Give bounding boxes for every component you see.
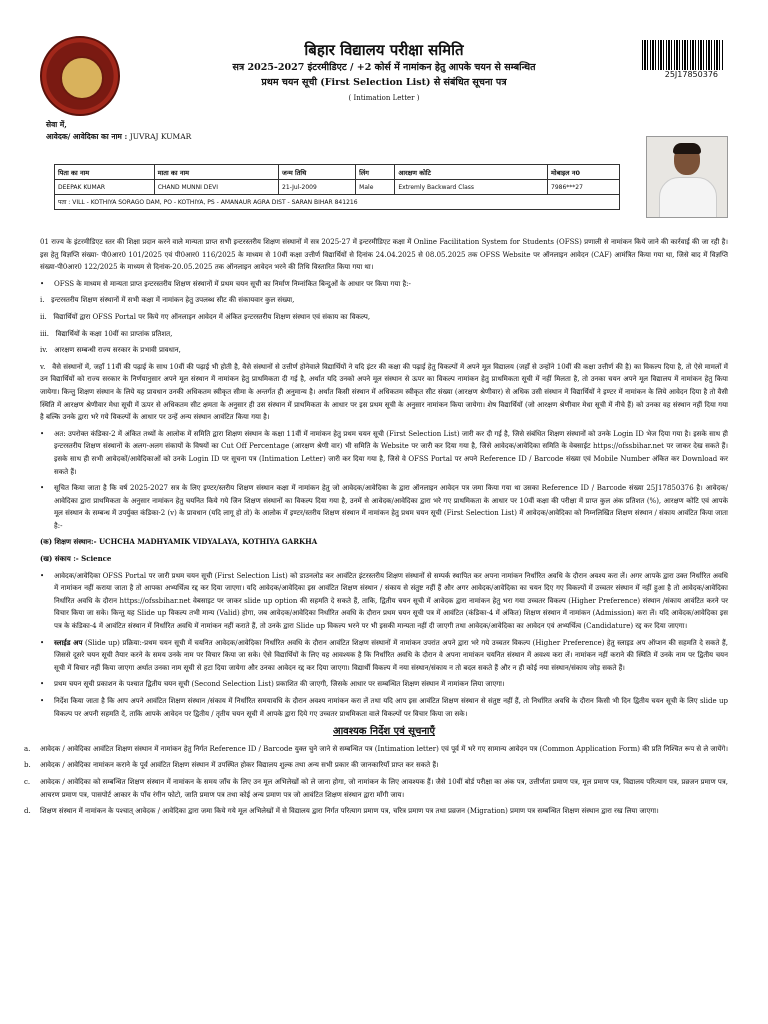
institute-value: UCHCHA MADHYAMIK VIDYALAYA, KOTHIYA GARKHA bbox=[98, 537, 318, 547]
list-item: ii. विद्यार्थियों द्वारा OFSS Portal पर किये गए ऑनलाइन आवेदन में अंकित इन्टरस्तरीय शिक्षण संस्थान एवं संकाय का विकल्प, bbox=[40, 312, 371, 321]
paragraph-1: 01 राज्य के इंटरमीडिएट स्तर की शिक्षा प्रदान करने वाले मान्यता प्राप्त सभी इन्टरस्तरीय शिक्षण संस्थानों में सत्र 2025-27 में इन्टरमीडिएट कक्षा में Online Facilitation System for Students (OFSS) प्रणाली से नामांकन किये जाने की कार्रवाई की जा रही है। इस हेतु विज्ञप्ति संख्या- पी0आर0 101/2025 एवं पी0आर0 116/2025 के माध्यम से 10वीं कक्षा उत्तीर्ण विद्यार्थियों से दिनांक 24.04.2025 से 08.05.2025 तक OFSS Website पर ऑनलाइन आवेदन (CAF) आमंत्रित किया गया था, जिसे बाद में विज्ञप्ति संख्या-पी0आर0 122/2025 के माध्यम से दिनांक-20.05.2025 तक ऑनलाइन आवेदन भरने की तिथि विस्तारित किया गया था। bbox=[40, 238, 728, 272]
paragraph-6-text: (Slide up) प्रक्रिया:-प्रथम चयन सूची में चयनित आवेदक/आवेदिका निर्धारित अवधि के दौरान आवंटित शिक्षण संस्थानों में नामांकन उपरांत अपने द्वारा भरे गये उच्चतर विकल्प (Higher Preference) हेतु स्लाइड अप ऑप्शन की सहमति दे सकते हैं, जिससे दूसरे चयन सूची तैयार करने के समय उनके नाम पर विचार किया जा सके। ऐसे विद्यार्थियों के लिए यह आवश्यक है कि निर्धारित अवधि के दौरान वे अपना नामांकन चयनित संस्थान में अवश्य करा लें। नामांकन नहीं कराने की स्थिति में उनके नाम पर द्वितीय चयन सूची में विचार नहीं किया जाएगा अर्थात उनका नाम सूची से हटा दिया जायेगा और उनका आवेदन रद्द कर दिया जाएगा। विद्यार्थी विकल्प में नया संस्थान/संकाय न तो बदल सकते हैं और न ही कोई नया संस्थान/संकाय जोड़ सकते हैं। bbox=[54, 638, 728, 672]
paragraph-4: • सूचित किया जाता है कि वर्ष 2025-2027 सत्र के लिए इण्टर/स्तरीय शिक्षण संस्थान कक्षा में नामांकन हेतु जो आवेदक/आवेदिका के द्वारा ऑनलाइन आवेदन पत्र जमा किया गया था उसका Reference ID / Barcode संख्या 25J17850376 है। आवेदक/आवेदिका द्वारा प्राथमिकता के अनुसार नामांकन हेतु चयनित किये गये जिन शिक्षण संस्थानों का विकल्प दिया गया है, उनमें से आवेदक/आवेदिका द्वारा भरे गए प्राथमिकता के आधार पर 10वीं कक्षा की परीक्षा में प्राप्त कुल अंक प्रतिशत (%), आरक्षण कोटि एवं आपके मूल संस्थान के सम्बन्ध में उपर्युक्त कंडिका-2 (v) के प्रावधान (यदि लागू हो तो) के आलोक में इण्टर/स्तरीय शिक्षण संस्थान में नामांकन हेतु प्रथम चयन सूची (First Selection List) में आवेदक/आवेदिका को निम्नलिखित शिक्षण संस्थान / संकाय आवंटित किया जाता है:- bbox=[40, 484, 728, 530]
barcode bbox=[642, 40, 724, 70]
slide-up-label: स्लाईड अप bbox=[54, 637, 83, 647]
instruction-text: आवेदक / आवेदिका को सम्बन्धित शिक्षण संस्थान में नामांकन के समय जाँच के लिए उन मूल अभिलेखों को ले जाना होगा, जो नामांकन के लिए आवश्यक हैं। जैसे 10वीं बोर्ड परीक्षा का अंक पत्र, उत्तीर्णता प्रमाण पत्र, मूल प्रमाण पत्र, विद्यालय परित्याग पत्र, प्रव्रजन प्रमाण पत्र, आचरण प्रमाण पत्र, पासपोर्ट आकार के पाँच रंगीन फोटो, जाति प्रमाण पत्र तथा कोई अन्य प्रमाण पत्र जो आवंटित शिक्षण संस्थान द्वारा माँगी जाय। bbox=[40, 777, 728, 799]
paragraph-5-text: आवेदक/आवेदिका OFSS Portal पर जारी प्रथम चयन सूची (First Selection List) को डाउनलोड कर आवंटित इंटरस्तरीय शिक्षण संस्थानों से सम्पर्क स्थापित कर अपना नामांकन निर्धारित अवधि के दौरान अवश्य करा लें। अगर आपके द्वारा उक्त निर्धारित अवधि में नामांकन नहीं कराया जाता है तो आपका अभ्यर्थित्व रद्द कर दिया जाएगा। यदि आवेदक/आवेदिका इस आवंटित शिक्षण संस्थान / संकाय से संतुष्ट नहीं हैं और अगर आवेदक/आवेदिका का चयन दिए गए विकल्पों में उच्चतर संस्थान में नहीं हुआ है तो आवेदक/आवेदिका निर्धारित अवधि के दौरान https://ofssbihar.net वेबसाइट पर जाकर slide up option की सहमति दे सकते हैं, ताकि, द्वितीय चयन सूची में आवेदक द्वारा नामांकन हेतु भरा गया उच्चतर विकल्प (Higher Preference) संस्थान /संकाय आवंटित करने पर विचार किया जा सके। किन्तु यह Slide up विकल्प तभी मान्य (Valid) होगा, जब आवेदक/आवेदिका निर्धारित अवधि के दौरान प्रथम चयन सूची पत्र में आवंटित (कंडिका-4 में अंकित) शिक्षण संस्थान में नामांकन (Admission) करा लें। यदि आवेदक/आवेदिका इस पत्र के कंडिका-4 में आवंटित संस्थान में निर्धारित अवधि में नामांकन नहीं कराते हैं, तो उनके द्वारा Slide up विकल्प भरने पर भी इसकी मान्यता नहीं दी जाएगी तथा आवेदक/आवेदिका का आवेदन एवं अभ्यर्थित्व (Candidature) रद्द कर दिया जाएगा। bbox=[54, 571, 728, 631]
paragraph-4-text: सूचित किया जाता है कि वर्ष 2025-2027 सत्र के लिए इण्टर/स्तरीय शिक्षण संस्थान कक्षा में नामांकन हेतु जो आवेदक/आवेदिका के द्वारा ऑनलाइन आवेदन पत्र जमा किया गया था उसका Reference ID / Barcode संख्या 25J17850376 है। आवेदक/आवेदिका द्वारा प्राथमिकता के अनुसार नामांकन हेतु चयनित किये गये जिन शिक्षण संस्थानों का विकल्प दिया गया है, उनमें से आवेदक/आवेदिका द्वारा भरे गए प्राथमिकता के आधार पर 10वीं कक्षा की परीक्षा में प्राप्त कुल अंक प्रतिशत (%), आरक्षण कोटि एवं आपके मूल संस्थान के सम्बन्ध में उपर्युक्त कंडिका-2 (v) के प्रावधान (यदि लागू हो तो) के आलोक में इण्टर/स्तरीय शिक्षण संस्थान में नामांकन हेतु प्रथम चयन सूची (First Selection List) में आवेदक/आवेदिका को निम्नलिखित शिक्षण संस्थान / संकाय आवंटित किया जाता है:- bbox=[54, 484, 728, 530]
intimation-label: ( Intimation Letter ) bbox=[348, 94, 420, 102]
photo-shirt bbox=[659, 177, 717, 218]
faculty-value: Science bbox=[81, 554, 112, 564]
paragraph-8-text: निर्देश किया जाता है कि आप अपने आवंटित शिक्षण संस्थान /संकाय में निर्धारित समयावधि के दौरान अवश्य नामांकन करा लें तथा यदि आप इस आवंटित शिक्षण संस्थान से संतुष्ट नहीं हैं, तो निर्धारित अवधि के दौरान किसी भी दिन द्वितीय चयन सूची के लिए slide up विकल्प पर अपनी सहमति दें, ताकि आपके आवेदन पर द्वितीय / तृतीय चयन सूची में आपके द्वारा दिये गए उच्चतर प्राथमिकता वाले विकल्पों पर विचार किया जा सके। bbox=[54, 697, 728, 718]
list-item-text: इन्टरस्तरीय शिक्षण संस्थानों में सभी कक्षा में नामांकन हेतु उपलब्ध सीट की संकायवार कुल संख्या, bbox=[51, 296, 295, 305]
org-title: बिहार विद्यालय परीक्षा समिति bbox=[304, 41, 464, 59]
paragraph-2: • OFSS के माध्यम से मान्यता प्राप्त इन्टरस्तरीय शिक्षण संस्थानों में प्रथम चयन सूची का निर्माण निम्नांकित बिन्दुओं के आधार पर किया गया है:- bbox=[40, 279, 411, 288]
instruction-text: शिक्षण संस्थान में नामांकन के पश्चात् आवेदक / आवेदिका द्वारा जमा किये गये मूल अभिलेखों में से विद्यालय द्वारा निर्गत परित्याग प्रमाण पत्र, चरित्र प्रमाण पत्र तथा प्रव्रजन (Migration) प्रमाण पत्र सम्बन्धित शिक्षण संस्थान द्वारा रख लिया जाएगा। bbox=[40, 807, 659, 816]
allotted-faculty bbox=[40, 553, 728, 566]
paragraph-3: • अत: उपरोक्त कंडिका-2 में अंकित तथ्यों के आलोक में समिति द्वारा शिक्षण संस्थान के कक्षा 11वीं में नामांकन हेतु प्रथम चयन सूची (First Selection List) जारी कर दी गई है, जिसे संबंधित शिक्षण संस्थानों को उनके Login ID भेज दिया गया है। इसके साथ ही इन्टरस्तरीय शिक्षण संस्थानों के अलग-अलग संकायों के विषयों का Cut Off Percentage (आरक्षण श्रेणी वार) भी समिति के Website पर जारी कर दिया गया है, जिसे आवेदक/आवेदिका समिति के वेबसाईट https://ofssbihar.net पर जाकर देख सकते हैं। इसके साथ ही सभी आवेदकों/आवेदिकाओं को उनके Login ID पर सूचना पत्र (Intimation Letter) जारी कर दिया गया है, जिसे वे OFSS Portal पर अपने Reference ID / Barcode संख्या एवं Mobile Number अंकित कर Download कर सकते हैं। bbox=[40, 429, 728, 476]
instruction-marker: c. bbox=[24, 777, 31, 786]
instruction-item bbox=[24, 743, 729, 756]
address-row bbox=[55, 195, 620, 210]
table-row bbox=[55, 180, 620, 195]
instruction-marker: b. bbox=[24, 761, 31, 770]
institute-label: (क) शिक्षण संस्थान:- bbox=[40, 537, 97, 547]
instruction-text: आवेदक / आवेदिका नामांकन कराने के पूर्व आवंटित शिक्षण संस्थान में उपस्थित होकर विद्यालय शुल्क तथा अन्य सभी प्रकार की जानकारियाँ प्राप्त कर सकते हैं। bbox=[40, 761, 439, 770]
barcode-number: 25J17850376 bbox=[664, 70, 718, 79]
table-header-row bbox=[55, 165, 620, 180]
list-item-text: वैसे संस्थानों में, जहाँ 11वीं की पढ़ाई के साथ 10वीं की पढ़ाई भी होती है, वैसे संस्थानों से उत्तीर्ण होनेवाले विद्यार्थियों ने यदि इंटर की कक्षा की पढ़ाई हेतु विकल्पों में अपने मूल विद्यालय (जहाँ से उन्होंने 10वीं की कक्षा उत्तीर्ण की है) का विकल्प दिया है, तो ऐसे मामलों में उन विद्यार्थियों को राज्य सरकार के निर्णयानुसार अपने मूल संस्थान में नामांकन हेतु प्राथमिकता दी गई है, अर्थात यदि उनको अपने मूल संस्थान से ऊपर का विकल्प नामांकन हेतु प्राथमिकता सूची में नहीं मिलता है, तो उनका चयन अपने मूल विद्यालय में नामांकन हेतु किया जायेगा। किन्तु शिक्षण संस्थान के लिये यह प्रावधान उनकी अधिकतम स्वीकृत सीमा के अन्तर्गत ही अनुमान्य है। अर्थात किसी संस्थान में अधिकतम स्वीकृत सीट संख्या (आरक्षण श्रेणीवार) से अधिक उसी संस्थान में विद्यार्थियों ने इण्टर में नामांकन के लिये आवेदन दिया है तो वैसी स्थिति में आरक्षण श्रेणीवार मेधा सूची में ऊपर से अधिकतम सीट क्षमता के अनुसार ही उस संस्थान में प्राथमिकता के आधार पर इस प्रथम सूची के अनुसार नामांकन किया जायेगा। शेष विद्यार्थियों (जो आरक्षण श्रेणीवार मेधा सूची में नीचे हैं) को उनका वह संस्थान नहीं दिया गया है बल्कि उनके द्वारा भरे गये विकल्पों के आधार पर उन्हें अन्य संस्थान आवंटित किया गया है। bbox=[40, 362, 728, 422]
applicant-photo bbox=[646, 136, 728, 218]
table-header-cell: मोबाइल न0 bbox=[548, 165, 620, 180]
photo-hair bbox=[673, 143, 701, 154]
applicant-name-line bbox=[46, 132, 736, 142]
letter-body bbox=[24, 236, 729, 822]
reservation-category: Extremly Backward Class bbox=[395, 180, 548, 195]
instruction-text: आवेदक / आवेदिका आवंटित शिक्षण संस्थान में नामांकन हेतु निर्गत Reference ID / Barcode युक्त चुने जाने से सम्बन्धित पत्र (Intimation letter) एवं पूर्व में भरे गए सामान्य आवेदन पत्र (Common Application Form) की प्रति निश्चित रूप से ले जायेंगे। bbox=[40, 744, 729, 753]
paragraph-8: • निर्देश किया जाता है कि आप अपने आवंटित शिक्षण संस्थान /संकाय में निर्धारित समयावधि के दौरान अवश्य नामांकन करा लें तथा यदि आप इस आवंटित शिक्षण संस्थान से संतुष्ट नहीं हैं, तो निर्धारित अवधि के दौरान किसी भी दिन द्वितीय चयन सूची के लिए slide up विकल्प पर अपनी सहमति दें, ताकि आपके आवेदन पर द्वितीय / तृतीय चयन सूची में आपके द्वारा दिये गए उच्चतर प्राथमिकता वाले विकल्पों पर विचार किया जा सके। bbox=[40, 697, 728, 718]
instruction-item bbox=[24, 759, 728, 772]
paragraph-5: • आवेदक/आवेदिका OFSS Portal पर जारी प्रथम चयन सूची (First Selection List) को डाउनलोड कर आवंटित इंटरस्तरीय शिक्षण संस्थानों से सम्पर्क स्थापित कर अपना नामांकन निर्धारित अवधि के दौरान अवश्य करा लें। अगर आपके द्वारा उक्त निर्धारित अवधि में नामांकन नहीं कराया जाता है तो आपका अभ्यर्थित्व रद्द कर दिया जाएगा। यदि आवेदक/आवेदिका इस आवंटित शिक्षण संस्थान / संकाय से संतुष्ट नहीं हैं और अगर आवेदक/आवेदिका का चयन दिए गए विकल्पों में उच्चतर संस्थान में नहीं हुआ है तो आवेदक/आवेदिका निर्धारित अवधि के दौरान https://ofssbihar.net वेबसाइट पर जाकर slide up option की सहमति दे सकते हैं, ताकि, द्वितीय चयन सूची में आवेदक द्वारा नामांकन हेतु भरा गया उच्चतर विकल्प (Higher Preference) संस्थान /संकाय आवंटित करने पर विचार किया जा सके। किन्तु यह Slide up विकल्प तभी मान्य (Valid) होगा, जब आवेदक/आवेदिका निर्धारित अवधि के दौरान प्रथम चयन सूची पत्र में आवंटित (कंडिका-4 में अंकित) शिक्षण संस्थान में नामांकन (Admission) करा लें। यदि आवेदक/आवेदिका इस पत्र के कंडिका-4 में आवंटित संस्थान में निर्धारित अवधि में नामांकन नहीं कराते हैं, तो उनके द्वारा Slide up विकल्प भरने पर भी इसकी मान्यता नहीं दी जाएगी तथा आवेदक/आवेदिका का आवेदन एवं अभ्यर्थित्व (Candidature) रद्द कर दिया जाएगा। bbox=[40, 571, 728, 631]
mobile-number: 7986***27 bbox=[548, 180, 620, 195]
sewa-label: सेवा में, bbox=[46, 120, 67, 129]
faculty-label: (ख) संकाय :- bbox=[40, 554, 79, 564]
mother-name: CHAND MUNNI DEVI bbox=[154, 180, 278, 195]
list-item-text: आरक्षण सम्बन्धी राज्य सरकार के प्रभावी प्रावधान, bbox=[54, 346, 181, 355]
father-name: DEEPAK KUMAR bbox=[55, 180, 155, 195]
table-header-cell: जन्म तिथि bbox=[279, 165, 356, 180]
instruction-item bbox=[24, 805, 728, 818]
instruction-marker: d. bbox=[24, 807, 31, 816]
gender: Male bbox=[356, 180, 395, 195]
session-subtitle: सत्र 2025-2027 इंटरमीडिएट / +2 कोर्स में नामांकन हेतु आपके चयन से सम्बन्धित bbox=[232, 62, 536, 73]
applicant-name: JUVRAJ KUMAR bbox=[129, 132, 192, 141]
instruction-marker: a. bbox=[24, 744, 31, 753]
applicant-name-label: आवेदक/ आवेदिका का नाम : bbox=[46, 132, 128, 141]
list-item: i. इन्टरस्तरीय शिक्षण संस्थानों में सभी कक्षा में नामांकन हेतु उपलब्ध सीट की संकायवार कुल संख्या, bbox=[40, 296, 295, 305]
table-header-cell: पिता का नाम bbox=[55, 165, 155, 180]
allotted-institute bbox=[40, 536, 728, 549]
paragraph-7: • प्रथम चयन सूची प्रकाशन के पश्चात द्वितीय चयन सूची (Second Selection List) प्रकाशित की जाएगी, जिसके आधार पर सम्बन्धित शिक्षण संस्थान में नामांकन लिया जाएगा। bbox=[40, 680, 505, 689]
paragraph-7-text: प्रथम चयन सूची प्रकाशन के पश्चात द्वितीय चयन सूची (Second Selection List) प्रकाशित की जाएगी, जिसके आधार पर सम्बन्धित शिक्षण संस्थान में नामांकन लिया जाएगा। bbox=[54, 680, 505, 689]
list-item-text: विद्यार्थियों द्वारा OFSS Portal पर किये गए ऑनलाइन आवेदन में अंकित इन्टरस्तरीय शिक्षण संस्थान एवं संकाय का विकल्प, bbox=[53, 312, 371, 321]
paragraph-6: • स्लाईड अप (Slide up) प्रक्रिया:-प्रथम चयन सूची में चयनित आवेदक/आवेदिका निर्धारित अवधि के दौरान आवंटित शिक्षण संस्थानों में नामांकन उपरांत अपने द्वारा भरे गये उच्चतर विकल्प (Higher Preference) हेतु स्लाइड अप ऑप्शन की सहमति दे सकते हैं, जिससे दूसरे चयन सूची तैयार करने के समय उनके नाम पर विचार किया जा सके। ऐसे विद्यार्थियों के लिए यह आवश्यक है कि निर्धारित अवधि के दौरान वे अपना नामांकन चयनित संस्थान में अवश्य करा लें। नामांकन नहीं कराने की स्थिति में उनके नाम पर द्वितीय चयन सूची में विचार नहीं किया जाएगा अर्थात उनका नाम सूची से हटा दिया जायेगा और उनका आवेदन रद्द कर दिया जाएगा। विद्यार्थी विकल्प में नया संस्थान/संकाय न तो बदल सकते हैं और न ही कोई नया संस्थान/संकाय जोड़ सकते हैं। bbox=[40, 637, 728, 672]
list-item: iv. आरक्षण सम्बन्धी राज्य सरकार के प्रभावी प्रावधान, bbox=[40, 346, 181, 355]
list-item: iii. विद्यार्थियों के कक्षा 10वीं का प्राप्तांक प्रतिशत, bbox=[40, 329, 173, 338]
address-cell: पता : VILL - KOTHIYA SORAGO DAM, PO - KOTHIYA, PS - AMANAUR AGRA DIST - SARAN BIHAR 841216 bbox=[55, 195, 620, 210]
date-of-birth: 21-Jul-2009 bbox=[279, 180, 356, 195]
table-header-cell: आरक्षण कोटि bbox=[395, 165, 548, 180]
letter-header bbox=[32, 0, 736, 118]
paragraph-3-text: अत: उपरोक्त कंडिका-2 में अंकित तथ्यों के आलोक में समिति द्वारा शिक्षण संस्थान के कक्षा 11वीं में नामांकन हेतु प्रथम चयन सूची (First Selection List) जारी कर दी गई है, जिसे संबंधित शिक्षण संस्थानों को उनके Login ID भेज दिया गया है। इसके साथ ही इन्टरस्तरीय शिक्षण संस्थानों के अलग-अलग संकायों के विषयों का Cut Off Percentage (आरक्षण श्रेणी वार) भी समिति के Website पर जारी कर दिया गया है, जिसे आवेदक/आवेदिका समिति के वेबसाईट https://ofssbihar.net पर जाकर देख सकते हैं। इसके साथ ही सभी आवेदकों/आवेदिकाओं को उनके Login ID पर सूचना पत्र (Intimation Letter) जारी कर दिया गया है, जिसे वे OFSS Portal पर अपने Reference ID / Barcode संख्या एवं Mobile Number अंकित कर Download कर सकते हैं। bbox=[54, 429, 728, 476]
list-item: v. वैसे संस्थानों में, जहाँ 11वीं की पढ़ाई के साथ 10वीं की पढ़ाई भी होती है, वैसे संस्थानों से उत्तीर्ण होनेवाले विद्यार्थियों ने यदि इंटर की कक्षा की पढ़ाई हेतु विकल्पों में अपने मूल विद्यालय (जहाँ से उन्होंने 10वीं की कक्षा उत्तीर्ण की है) का विकल्प दिया है, तो ऐसे मामलों में उन विद्यार्थियों को राज्य सरकार के निर्णयानुसार अपने मूल संस्थान में नामांकन हेतु प्राथमिकता दी गई है, अर्थात यदि उनको अपने मूल संस्थान से ऊपर का विकल्प नामांकन हेतु प्राथमिकता सूची में नहीं मिलता है, तो उनका चयन अपने मूल विद्यालय में नामांकन हेतु किया जायेगा। किन्तु शिक्षण संस्थान के लिये यह प्रावधान उनकी अधिकतम स्वीकृत सीमा के अन्तर्गत ही अनुमान्य है। अर्थात किसी संस्थान में अधिकतम स्वीकृत सीट संख्या (आरक्षण श्रेणीवार) से अधिक उसी संस्थान में विद्यार्थियों ने इण्टर में नामांकन के लिये आवेदन दिया है तो वैसी स्थिति में आरक्षण श्रेणीवार मेधा सूची में ऊपर से अधिकतम सीट क्षमता के अनुसार ही उस संस्थान में प्राथमिकता के आधार पर इस प्रथम सूची के अनुसार नामांकन किया जायेगा। शेष विद्यार्थियों (जो आरक्षण श्रेणीवार मेधा सूची में नीचे हैं) को उनका वह संस्थान नहीं दिया गया है बल्कि उनके द्वारा भरे गये विकल्पों के आधार पर उन्हें अन्य संस्थान आवंटित किया गया है। bbox=[40, 362, 728, 422]
instruction-item bbox=[24, 776, 728, 801]
list-item-text: विद्यार्थियों के कक्षा 10वीं का प्राप्तांक प्रतिशत, bbox=[55, 329, 173, 338]
instructions-heading: आवश्यक निर्देश एवं सूचनाएँ bbox=[332, 726, 436, 738]
letter-title: प्रथम चयन सूची (First Selection List) से संबंधित सूचना पत्र bbox=[261, 77, 507, 88]
table-header-cell: माता का नाम bbox=[154, 165, 278, 180]
addressee-block bbox=[32, 120, 736, 142]
paragraph-2-text: OFSS के माध्यम से मान्यता प्राप्त इन्टरस्तरीय शिक्षण संस्थानों में प्रथम चयन सूची का निर्माण निम्नांकित बिन्दुओं के आधार पर किया गया है:- bbox=[54, 279, 411, 288]
applicant-details-table bbox=[54, 164, 620, 210]
table-header-cell: लिंग bbox=[356, 165, 395, 180]
